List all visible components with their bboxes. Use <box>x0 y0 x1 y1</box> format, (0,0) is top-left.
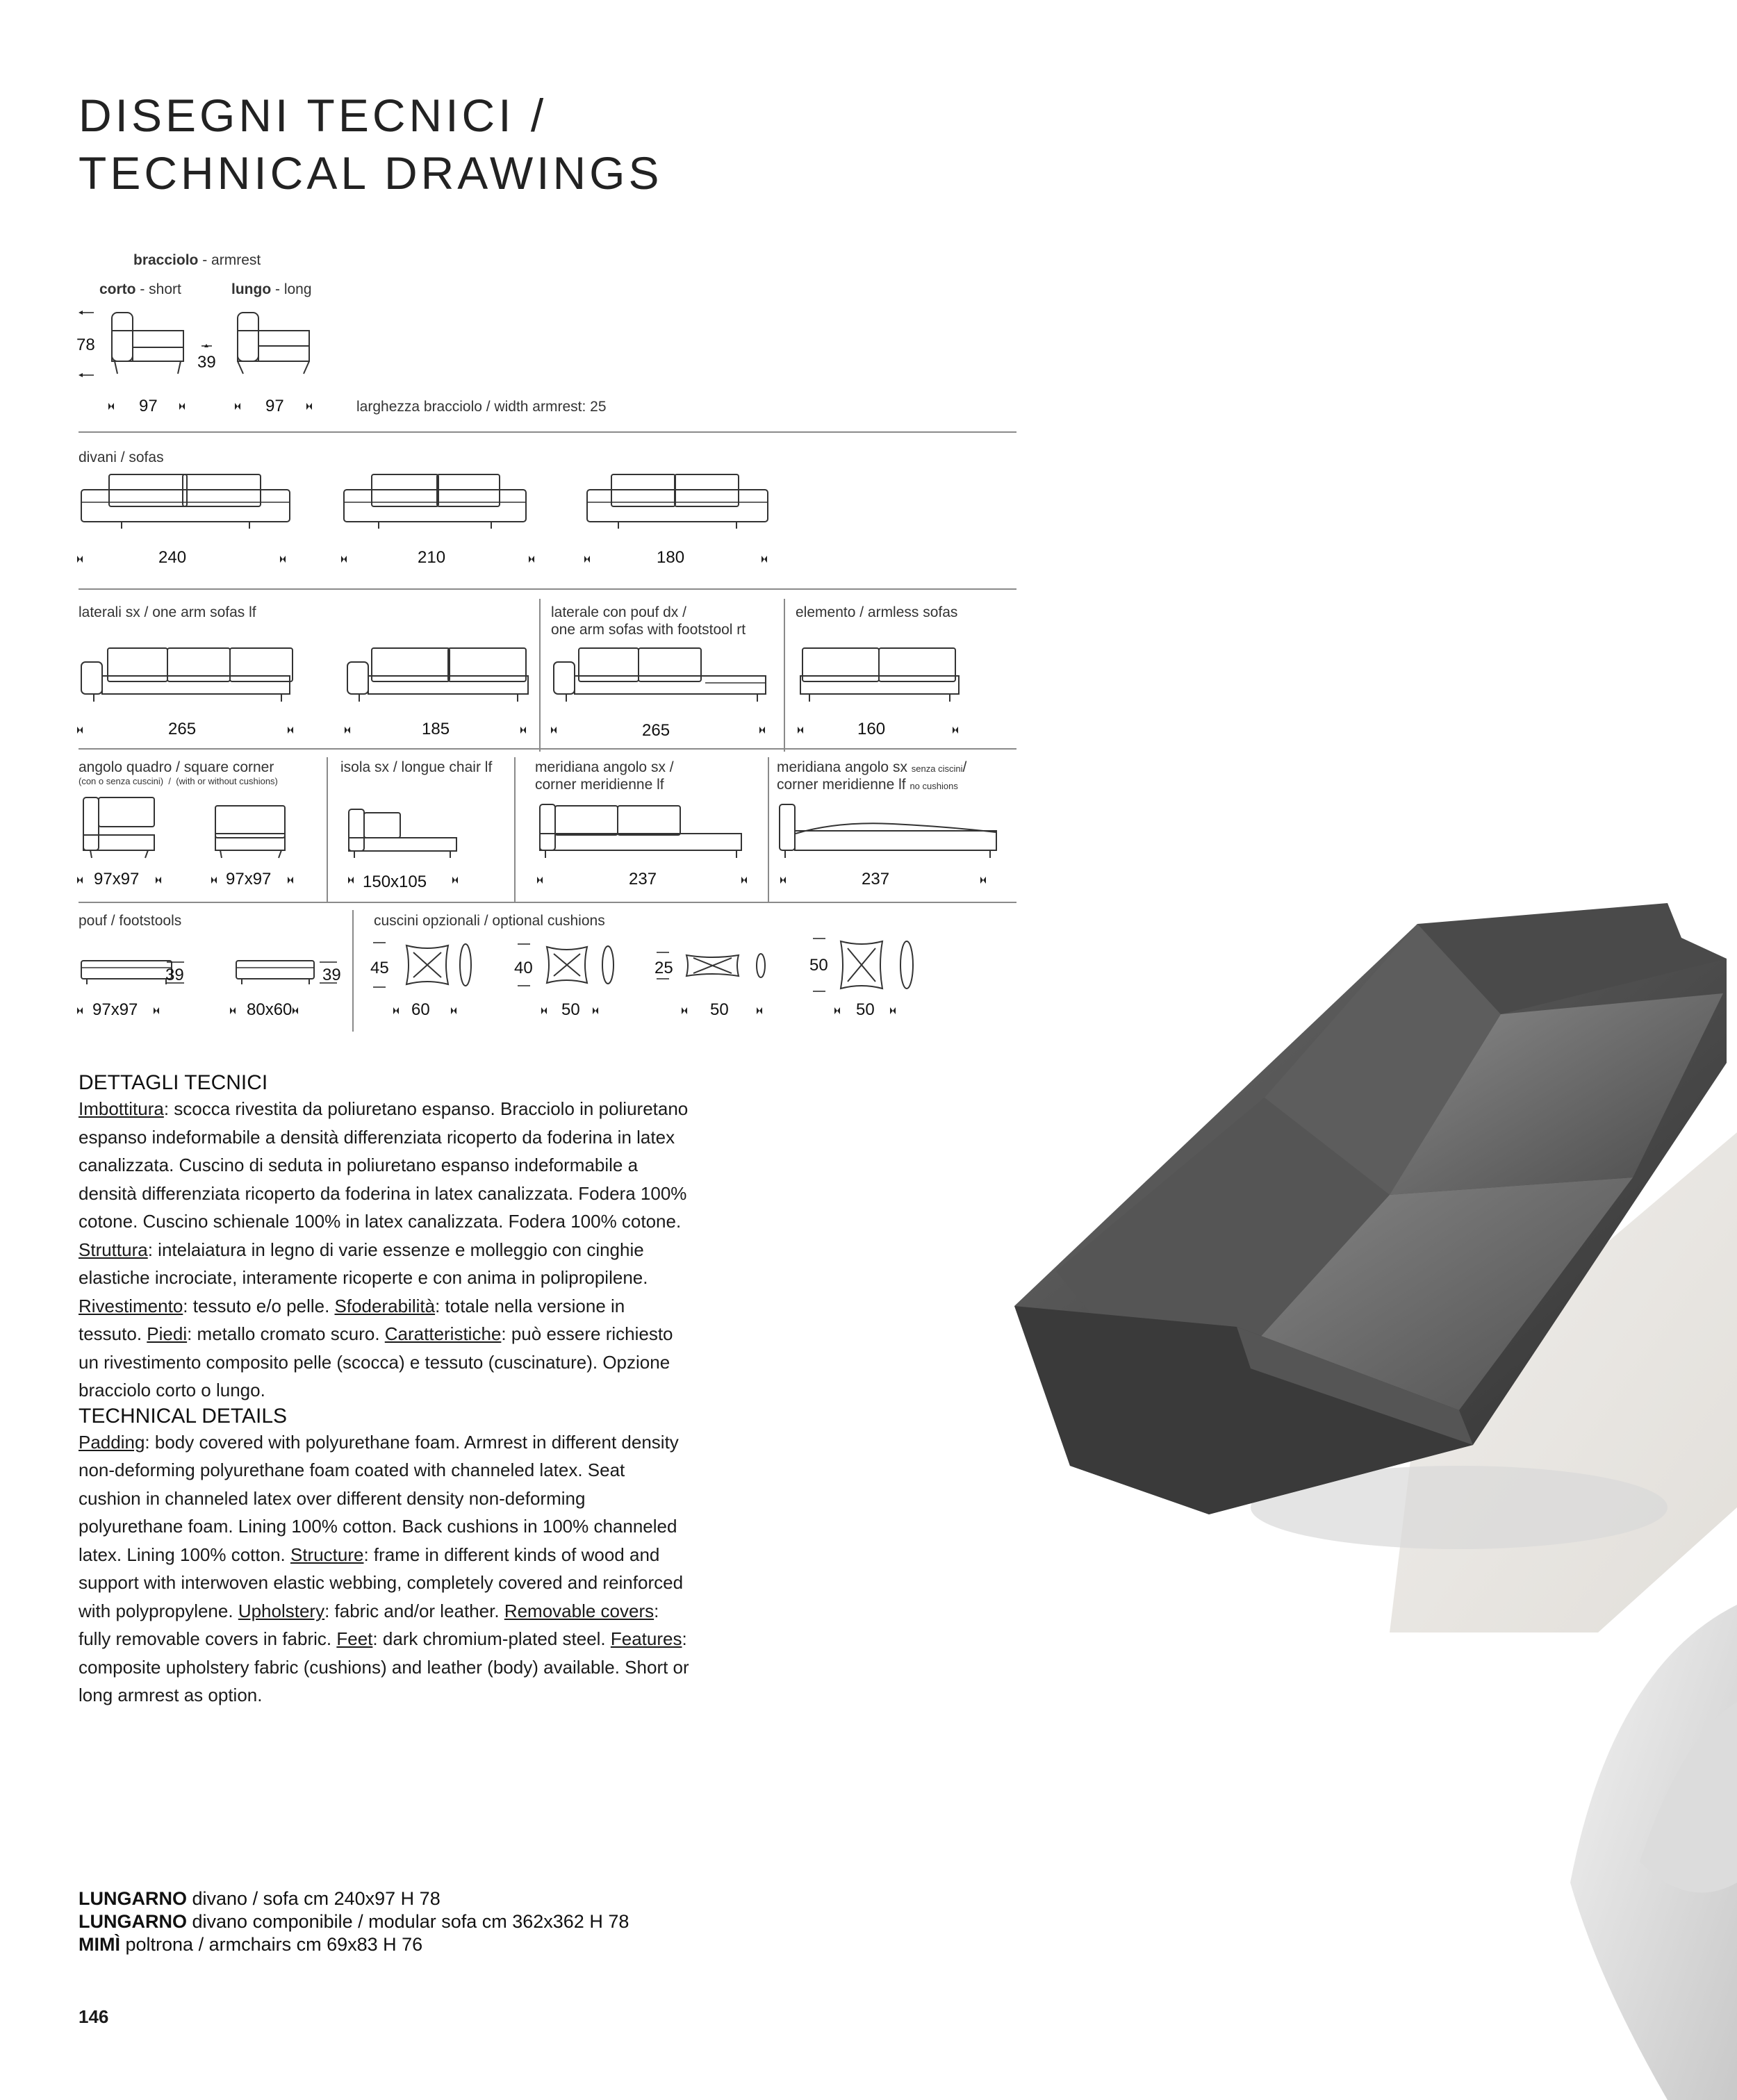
product-credits <box>79 1887 629 1956</box>
armrest-short-label: corto - short <box>99 281 181 297</box>
footstool-sofa-265-drawing <box>554 648 766 702</box>
one-arm-265-drawing <box>81 648 293 702</box>
meridiana-1-drawing <box>540 804 741 858</box>
armless-label: elemento / armless sofas <box>796 604 958 620</box>
pouf-label: pouf / footstools <box>79 913 182 929</box>
details-it-heading: DETTAGLI TECNICI <box>79 1071 268 1094</box>
armless-width-160: 160 <box>857 720 886 738</box>
meridiana-2-drawing <box>780 804 996 858</box>
corner-2-dim: 97x97 <box>226 870 272 888</box>
meridiana2-line2: corner meridienne lf no cushions <box>777 777 958 793</box>
sofa-240-drawing <box>81 474 290 529</box>
cushion-3-width: 50 <box>710 1000 729 1019</box>
corner-sublabel: (con o senza cuscini) / (with or without cushions) <box>79 776 278 786</box>
sofa-210-drawing <box>344 474 526 529</box>
footstool-sofa-label-1: laterale con pouf dx / <box>551 604 686 620</box>
corner-1-dim: 97x97 <box>94 870 140 888</box>
sofa-180-drawing <box>587 474 768 529</box>
meridiana2-dim: 237 <box>862 870 890 888</box>
cushion-50a-drawing <box>547 946 614 984</box>
sofa-drawings <box>73 469 782 538</box>
armrest-long-depth: 97 <box>265 397 284 415</box>
long-armrest-drawing <box>238 313 309 374</box>
details-en-heading: TECHNICAL DETAILS <box>79 1404 288 1428</box>
footstool-sofa-label-2: one arm sofas with footstool rt <box>551 622 746 638</box>
row3-dim-arrows <box>73 870 997 891</box>
page-title <box>79 87 663 202</box>
credit-line: MIMÌ poltrona / armchairs cm 69x83 H 76 <box>79 1934 423 1955</box>
armrest-seat-height: 39 <box>197 353 216 372</box>
armrest-heading: bracciolo - armrest <box>133 252 261 268</box>
pouf-1-dim: 97x97 <box>92 1000 138 1019</box>
credit-line: LUNGARNO divano componibile / modular sofa cm 362x362 H 78 <box>79 1911 629 1932</box>
pouf-1-height: 39 <box>165 966 184 984</box>
footstool-sofa-width-265: 265 <box>642 721 670 740</box>
corner-1-drawing <box>83 797 154 858</box>
chaise-label: isola sx / longue chair lf <box>340 759 493 775</box>
cushion-60-drawing <box>406 944 471 986</box>
one-arm-width-265: 265 <box>168 720 197 738</box>
meridiana2-line1: meridiana angolo sx senza ciscini/ <box>777 759 967 775</box>
sofa-width-180: 180 <box>657 548 685 567</box>
title-line-1: DISEGNI TECNICI / <box>79 90 548 141</box>
details-it-text: Imbottitura: scocca rivestita da poliuretano espanso. Bracciolo in poliuretano espanso indeformabile a densità differenziata ricoperto da foderina in latex canalizzata. Cuscino di seduta in poliuretano espanso indeformabile a densità differenziata ricoperto da foderina in latex canalizzata. Fodera 100% cotone. Cuscino schienale 100% in latex canalizzata. Fodera 100% cotone. Struttura: intelaiatura in legno di varie essenze e molleggio con cinghie elastiche incrociate, interamente ricoperte e con anima in polipropilene. Rivestimento: tessuto e/o pelle. Sfoderabilità: totale nella versione in tessuto. Piedi: metallo cromato scuro. Caratteristiche: può essere richiesto un rivestimento composito pelle (scocca) e tessuto (cuscinature). Opzione bracciolo corto o lungo. <box>79 1098 689 1400</box>
divider <box>79 902 1016 903</box>
armrest-height: 78 <box>76 336 95 354</box>
cushion-4-width: 50 <box>856 1000 875 1019</box>
technical-details <box>79 1071 690 1710</box>
row4-dim-arrows <box>73 1000 941 1021</box>
divider <box>79 588 1016 590</box>
corner-label: angolo quadro / square corner <box>79 759 274 775</box>
divider <box>79 748 1016 750</box>
armless-160-drawing <box>800 648 959 702</box>
row2-width-arrows <box>73 720 976 741</box>
cushion-50b-drawing <box>686 954 765 977</box>
page-number: 146 <box>79 2006 109 2027</box>
sofas-label: divani / sofas <box>79 449 164 465</box>
armrest-width-arrows <box>104 396 327 417</box>
row2-drawings <box>73 643 976 719</box>
cushion-50c-drawing <box>841 941 913 989</box>
row3-drawings <box>73 792 997 868</box>
meridiana1-line1: meridiana angolo sx / <box>535 759 674 775</box>
title-line-2: TECHNICAL DRAWINGS <box>79 147 663 199</box>
cushion-4-height: 50 <box>809 956 828 975</box>
cushion-2-width: 50 <box>561 1000 580 1019</box>
one-arm-label: laterali sx / one arm sofas lf <box>79 604 256 620</box>
cushions-label: cuscini opzionali / optional cushions <box>374 913 605 929</box>
corner-2-drawing <box>215 806 285 858</box>
armrest-short-depth: 97 <box>139 397 158 415</box>
armrest-long-label: lungo - long <box>231 281 312 297</box>
meridiana1-dim: 237 <box>629 870 657 888</box>
cushion-1-width: 60 <box>411 1000 430 1019</box>
chaise-drawing <box>349 809 456 858</box>
credit-line: LUNGARNO divano / sofa cm 240x97 H 78 <box>79 1888 441 1909</box>
chaise-dim: 150x105 <box>363 873 427 891</box>
details-en-text: Padding: body covered with polyurethane foam. Armrest in different density non-deforming polyurethane foam coated with channeled latex. Seat cushion in channeled latex over different density non-deforming polyurethane foam. Lining 100% cotton. Back cushions in 100% channeled latex. Lining 100% cotton. Structure: frame in different kinds of wood and support with interwoven elastic webbing, completely covered and reinforced with polypropylene. Upholstery: fabric and/or leather. Removable covers: fully removable covers in fabric. Feet: dark chromium-plated steel. Features: composite upholstery fabric (cushions) and leather (body) available. Short or long armrest as option. <box>79 1431 689 1705</box>
sofa-photo <box>973 799 1737 2100</box>
divider <box>79 431 1016 433</box>
short-armrest-drawing <box>112 313 183 374</box>
cushion-2-height: 40 <box>514 959 533 977</box>
one-arm-width-185: 185 <box>422 720 450 738</box>
armrest-width-note: larghezza bracciolo / width armrest: 25 <box>356 399 607 415</box>
cushion-3-height: 25 <box>655 959 673 977</box>
pouf-2-dim: 80x60 <box>247 1000 293 1019</box>
pouf-2-height: 39 <box>322 966 341 984</box>
sofa-width-240: 240 <box>158 548 187 567</box>
cushion-1-height: 45 <box>370 959 389 977</box>
one-arm-185-drawing <box>347 648 528 702</box>
sofa-width-210: 210 <box>418 548 446 567</box>
meridiana1-line2: corner meridienne lf <box>535 777 664 793</box>
